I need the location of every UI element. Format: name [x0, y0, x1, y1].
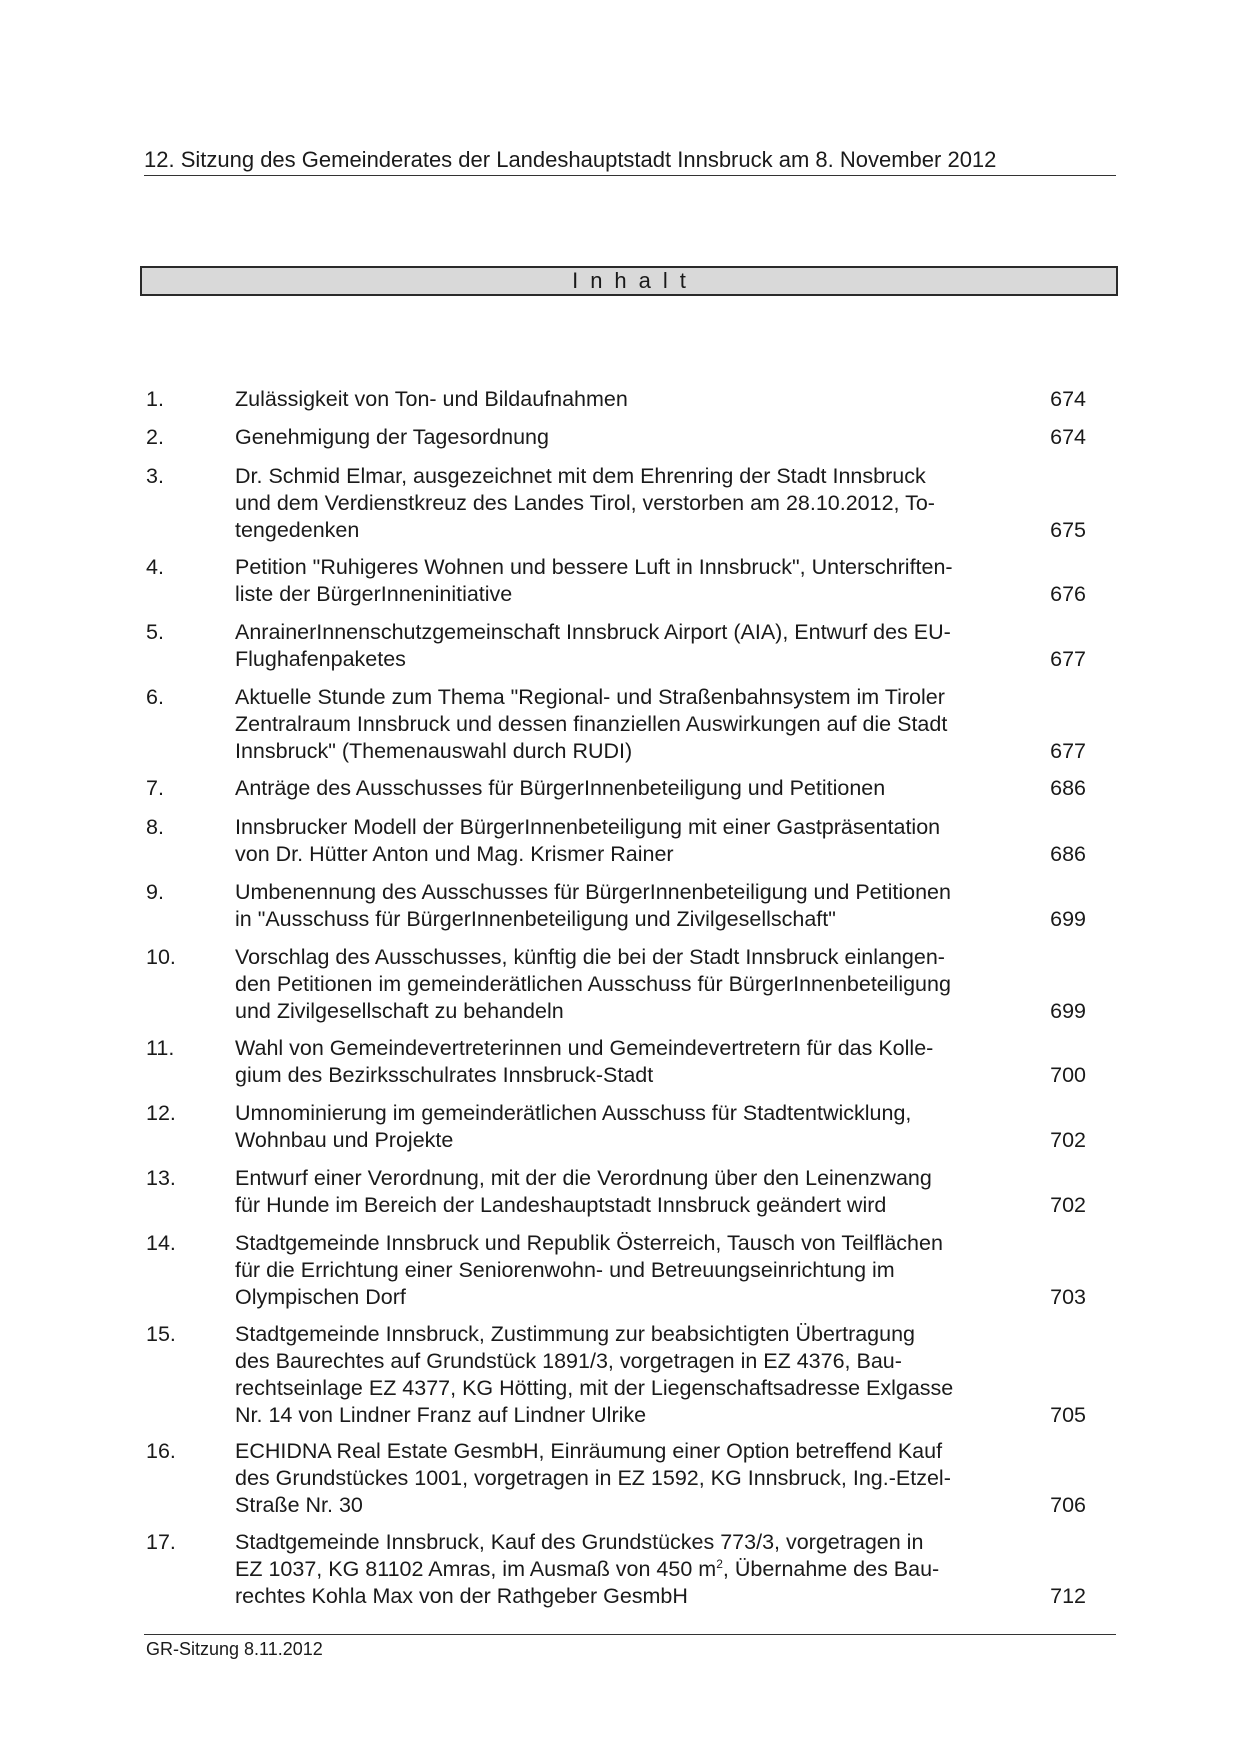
toc-title: Stadtgemeinde Innsbruck, Zustimmung zur beabsichtigten Übertragung des Baurechtes auf Grundstück 1891/3, vorgetragen in EZ 4376, Bau- rechtseinlage EZ 4377, KG Hötting, mit der Liegenschaftsadresse Exlgasse Nr. 14 von Lindner Franz auf Lindner Ulrike — [235, 1322, 954, 1427]
toc-title: Zulässigkeit von Ton- und Bildaufnahmen — [235, 387, 628, 411]
toc-title: Anträge des Ausschusses für BürgerInnenbeteiligung und Petitionen — [235, 776, 886, 800]
toc-title: AnrainerInnenschutzgemeinschaft Innsbruck Airport (AIA), Entwurf des EU- Flughafenpaketes — [235, 620, 951, 671]
toc-page: 712 — [1050, 1584, 1086, 1608]
toc-number: 15. — [146, 1322, 176, 1346]
footer-rule — [144, 1634, 1116, 1635]
toc-page: 686 — [1050, 842, 1086, 866]
page-header-title: 12. Sitzung des Gemeinderates der Landeshauptstadt Innsbruck am 8. November 2012 — [144, 147, 997, 172]
toc-page: 675 — [1050, 518, 1086, 542]
toc-page: 686 — [1050, 776, 1086, 800]
toc-title: Aktuelle Stunde zum Thema "Regional- und Straßenbahnsystem im Tiroler Zentralraum Innsbruck und dessen finanziellen Auswirkungen auf die Stadt Innsbruck" (Themenauswahl durch RUDI) — [235, 685, 948, 763]
toc-page: 706 — [1050, 1493, 1086, 1517]
header-rule — [144, 175, 1116, 176]
toc-page: 677 — [1050, 647, 1086, 671]
toc-number: 5. — [146, 620, 164, 644]
toc-title: Stadtgemeinde Innsbruck, Kauf des Grundstückes 773/3, vorgetragen in EZ 1037, KG 81102 Amras, im Ausmaß von 450 $m^2$, Übernahme des Bau- rechtes Kohla Max von der Rathgeber GesmbH — [235, 1530, 940, 1608]
toc-title: Petition "Ruhigeres Wohnen und bessere Luft in Innsbruck", Unterschriften- liste der BürgerInneninitiative — [235, 555, 953, 606]
toc-title: Umnominierung im gemeinderätlichen Ausschuss für Stadtentwicklung, Wohnbau und Projekte — [235, 1101, 912, 1152]
toc-page: 705 — [1050, 1403, 1086, 1427]
toc-number: 13. — [146, 1166, 176, 1190]
toc-number: 16. — [146, 1439, 176, 1463]
toc-number: 6. — [146, 685, 164, 709]
toc-number: 11. — [146, 1036, 175, 1060]
page-footer: GR-Sitzung 8.11.2012 — [146, 1639, 323, 1659]
toc-number: 12. — [146, 1101, 176, 1125]
toc-page: 702 — [1050, 1128, 1086, 1152]
toc-page: 699 — [1050, 999, 1086, 1023]
toc-number: 8. — [146, 815, 164, 839]
toc-number: 10. — [146, 945, 176, 969]
toc-page: 676 — [1050, 582, 1086, 606]
toc-title: ECHIDNA Real Estate GesmbH, Einräumung einer Option betreffend Kauf des Grundstückes 1001, vorgetragen in EZ 1592, KG Innsbruck, Ing.-Etzel- Straße Nr. 30 — [235, 1439, 951, 1517]
toc-number: 3. — [146, 464, 164, 488]
toc-title: Stadtgemeinde Innsbruck und Republik Österreich, Tausch von Teilflächen für die Errichtung einer Seniorenwohn- und Betreuungseinrichtung im Olympischen Dorf — [235, 1231, 943, 1309]
toc-title: Umbenennung des Ausschusses für BürgerInnenbeteiligung und Petitionen in "Ausschuss für BürgerInnenbeteiligung und Zivilgesellschaft" — [235, 880, 951, 931]
toc-number: 7. — [146, 776, 164, 800]
superscript: 2 — [716, 1556, 723, 1571]
toc-page: 674 — [1050, 387, 1086, 411]
toc-page: 674 — [1050, 425, 1086, 449]
toc-page: 703 — [1050, 1285, 1086, 1309]
toc-title: Innsbrucker Modell der BürgerInnenbeteiligung mit einer Gastpräsentation von Dr. Hütter Anton und Mag. Krismer Rainer — [235, 815, 941, 866]
toc-number: 1. — [146, 387, 164, 411]
toc-page: 699 — [1050, 907, 1086, 931]
toc-number: 14. — [146, 1231, 176, 1255]
toc-title: Dr. Schmid Elmar, ausgezeichnet mit dem Ehrenring der Stadt Innsbruck und dem Verdienstkreuz des Landes Tirol, verstorben am 28.10.2012, To- tengedenken — [235, 464, 935, 542]
toc-number: 9. — [146, 880, 164, 904]
section-title: Inhalt — [572, 268, 698, 293]
toc-number: 2. — [146, 425, 164, 449]
toc-title: Wahl von Gemeindevertreterinnen und Gemeindevertretern für das Kolle- gium des Bezirksschulrates Innsbruck-Stadt — [235, 1036, 934, 1087]
toc-number: 17. — [146, 1530, 176, 1554]
toc-title: Genehmigung der Tagesordnung — [235, 425, 549, 449]
toc-page: 700 — [1050, 1063, 1086, 1087]
toc-title: Vorschlag des Ausschusses, künftig die bei der Stadt Innsbruck einlangen- den Petitionen im gemeinderätlichen Ausschuss für BürgerInnenbeteiligung und Zivilgesellschaft zu behandeln — [235, 945, 951, 1023]
toc-number: 4. — [146, 555, 164, 579]
toc-title: Entwurf einer Verordnung, mit der die Verordnung über den Leinenzwang für Hunde im Bereich der Landeshauptstadt Innsbruck geändert wird — [235, 1166, 932, 1217]
toc-page: 677 — [1050, 739, 1086, 763]
toc-page: 702 — [1050, 1193, 1086, 1217]
section-title-box — [140, 266, 1118, 296]
